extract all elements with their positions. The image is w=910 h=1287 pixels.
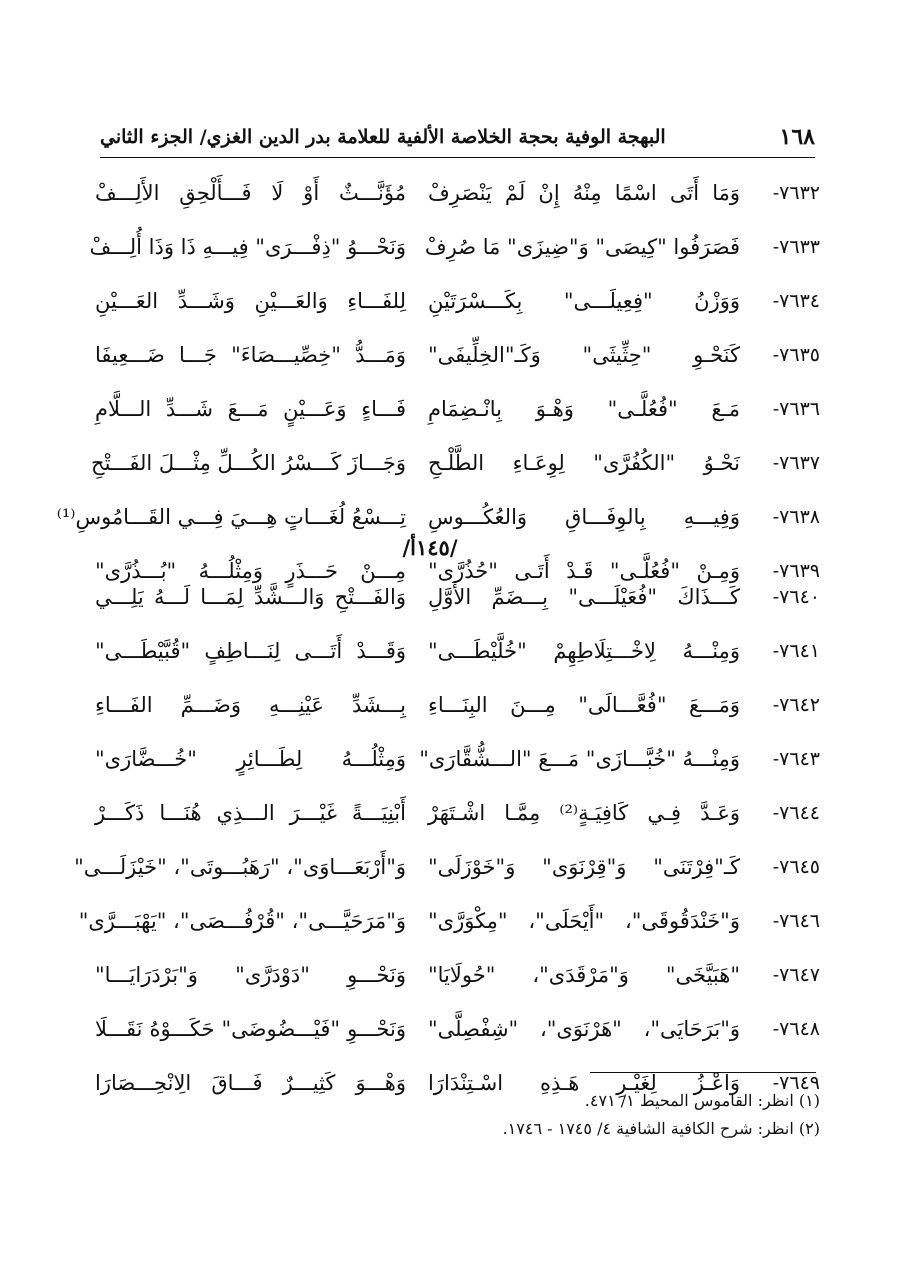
second-hemistich: وَمَـــدُّ "خِصِّيـــصَاءَ" جَـــا ضَـــعِيفَا — [95, 343, 406, 367]
second-hemistich: وَنَحْـــوِ "دَوْدَرَّى" وَ"بَرْدَرَايَـــا" — [95, 963, 406, 987]
verse-number: ٧٦٣٨- — [772, 506, 820, 528]
folio-marker: /١٤٥أ/ — [402, 535, 458, 560]
second-hemistich: وَ"أَرْبَعَـــاوَى"، "رَهَبُـــوتَى"، "خَيْزَلَـــى" — [74, 855, 406, 879]
first-hemistich: كَنَحْـوِ "حِثِّيثَى" وَكَـ"الخِلِّيفَى" — [428, 343, 740, 367]
first-hemistich: نَحْـوُ "الكُفُرَّى" لِوِعَـاءِ الطَّلْـحِ — [428, 451, 740, 475]
page-header — [100, 120, 815, 154]
verse-line — [91, 436, 820, 490]
verse-number: ٧٦٤٤- — [772, 802, 820, 824]
footnotes — [300, 1087, 820, 1143]
verse-line — [95, 382, 820, 436]
first-hemistich: وَمِنْـــهُ "خُبَّـــازَى" مَـــعَ "الـــشُّقَّارَى" — [419, 747, 740, 771]
verse-line — [95, 732, 820, 786]
verse-line — [78, 894, 820, 948]
verse-number: ٧٦٤٩- — [772, 1072, 820, 1094]
verse-line — [95, 624, 820, 678]
verses-block-top — [56, 166, 820, 598]
second-hemistich: وَالفَـــتْحِ وَالـــشَّدِّ لِمَـــا لَـــهُ يَلِـــي — [95, 585, 406, 609]
verse-line — [95, 678, 820, 732]
second-hemistich: وَهْـــوَ كَثِيـــرٌ فَـــاقَ الِانْحِـــصَارَا — [95, 1071, 406, 1095]
verse-line — [95, 328, 820, 382]
second-hemistich: وَمِثْلُـــهُ لِطَـــائِرٍ "خُـــضَّارَى" — [95, 747, 406, 771]
first-hemistich: وَعَـدَّ فِـي كَافِيَـةٍ⁽²⁾ مِمَّـا اشْـتَهَرْ — [428, 801, 741, 825]
second-hemistich: وَ"مَرَحَيَّـــى"، "قُرْفُـــصَى"، "يَهْبَـــرَّى" — [78, 909, 406, 933]
verse-number: ٧٦٤٠- — [772, 586, 820, 608]
second-hemistich: وَجَـــازَ كَـــسْرُ الكُـــلِّ مِثْـــلَ الفَـــتْحِ — [91, 451, 406, 475]
verse-number: ٧٦٤٨- — [772, 1018, 820, 1040]
second-hemistich: بِـــشَدِّ عَيْنِـــهِ وَضَـــمِّ الفَـــاءِ — [95, 693, 406, 717]
first-hemistich: كَـــذَاكَ "فُعَيْلَـــى" بِـــضَمِّ الأَوَّلِ — [428, 585, 740, 609]
verse-number: ٧٦٤٧- — [772, 964, 820, 986]
verse-line — [95, 786, 820, 840]
first-hemistich: وَمَـــعَ "فُعَّـــالَى" مِـــنَ البِنَـــاءِ — [428, 693, 740, 717]
footnote-separator — [590, 1072, 816, 1073]
verses-block-bottom — [74, 570, 820, 1110]
verse-number: ٧٦٣٤- — [772, 290, 820, 312]
verse-number: ٧٦٣٩- — [772, 560, 820, 582]
footnote-2: (٢) انظر: شرح الكافية الشافية ٤/ ١٧٤٥ - ١٧٤٦. — [502, 1119, 820, 1138]
verse-number: ٧٦٣٢- — [772, 182, 820, 204]
verse-line — [95, 1002, 820, 1056]
verse-number: ٧٦٤٢- — [772, 694, 820, 716]
verse-number: ٧٦٣٦- — [772, 398, 820, 420]
verse-number: ٧٦٤١- — [772, 640, 820, 662]
first-hemistich: وَوَزْنُ "فِعِيلَـــى" بِكَـــسْرَتَيْنِ — [428, 289, 740, 313]
first-hemistich: "هَبَيَّخَى" وَ"مَرْقَدَى"، "حُولَايَا" — [428, 963, 740, 987]
first-hemistich: وَمِـنْ "فُعُلَّـى" قَـدْ أَتَـى "حُذُرَّى" — [428, 559, 740, 583]
page-number: ١٦٨ — [779, 124, 815, 150]
verse-line — [89, 220, 820, 274]
verse-number: ٧٦٤٥- — [772, 856, 820, 878]
first-hemistich: وَ"خَنْدَقُوقَى"، "أَيْحَلَى"، "مِكْوَرَّى" — [428, 909, 740, 933]
verse-line — [95, 166, 820, 220]
verse-line — [74, 840, 820, 894]
first-hemistich: وَفِيـــهِ بِالوِفَـــاقِ وَالعُكُـــوسِ — [428, 505, 740, 529]
header-rule — [100, 157, 815, 158]
first-hemistich: وَمَا أَتَى اسْمًا مِنْهُ إِنْ لَمْ يَنْصَرِفْ — [428, 181, 740, 205]
verse-number: ٧٦٤٣- — [772, 748, 820, 770]
first-hemistich: وَمِنْـــهُ لِاخْـــتِلَاطِهِمْ "خُلَّيْطَـــى" — [428, 639, 740, 663]
second-hemistich: وَنَحْـــوُ "ذِفْـــرَى" فِيـــهِ ذَا وَذَا أُلِـــفْ — [89, 235, 406, 259]
running-title: البهجة الوفية بحجة الخلاصة الألفية للعلامة بدر الدين الغزي/ الجزء الثاني — [100, 126, 666, 148]
second-hemistich: وَقَـــدْ أَتَـــى لِنَـــاطِفٍ "قُبَّيْطَـــى" — [95, 639, 406, 663]
second-hemistich: وَنَحْـــوِ "فَيْـــضُوضَى" حَكَـــوْهُ نَقَـــلَا — [95, 1017, 406, 1041]
verse-line — [95, 948, 820, 1002]
second-hemistich: فَـــاءٍ وَعَـــيْنٍ مَـــعَ شَـــدِّ الـــلَّامِ — [95, 397, 406, 421]
second-hemistich: مُؤَنَّـــثٌ أَوْ لَا فَـــأَلْحِقِ الأَلِـــفْ — [95, 181, 406, 205]
verse-number: ٧٦٣٣- — [772, 236, 820, 258]
first-hemistich: وَ"بَرَحَايَى"، "هَرْنَوَى"، "شِفْصِلَّى" — [428, 1017, 740, 1041]
first-hemistich: كَـ"فِرْتَنَى" وَ"قِرْنَوَى" وَ"خَوْزَلَى" — [428, 855, 740, 879]
verse-line — [95, 274, 820, 328]
first-hemistich: فَصَرَفُوا "كِيصَى" وَ"ضِيزَى" مَا صُرِفْ — [424, 235, 740, 259]
verse-number: ٧٦٣٥- — [772, 344, 820, 366]
verse-line — [95, 570, 820, 624]
first-hemistich: وَاعْـزُ لِغَيْـرِ هَـذِهِ اسْـتِنْدَارَا — [428, 1071, 740, 1095]
footnote-1: (١) انظر: القاموس المحيط ١/ ٤٧١. — [584, 1091, 820, 1110]
verse-number: ٧٦٤٦- — [772, 910, 820, 932]
second-hemistich: لِلفَـــاءِ وَالعَـــيْنِ وَشَـــدِّ العَـــيْنِ — [95, 289, 406, 313]
second-hemistich: تِـــسْعُ لُغَـــاتٍ هِـــيَ فِـــي القَـــامُوسِ⁽¹⁾ — [56, 505, 406, 529]
verse-number: ٧٦٣٧- — [772, 452, 820, 474]
second-hemistich: أَبْنِيَـــةً غَيْـــرَ الـــذِي هُنَـــا ذَكَـــرْ — [95, 801, 406, 825]
second-hemistich: مِـــنْ حَـــذَرٍ وَمِثْلُـــهُ "بُـــذُرَّى" — [95, 559, 406, 583]
first-hemistich: مَـعَ "فُعُلَّـى" وَهْـوَ بِانْـضِمَامِ — [428, 397, 740, 421]
